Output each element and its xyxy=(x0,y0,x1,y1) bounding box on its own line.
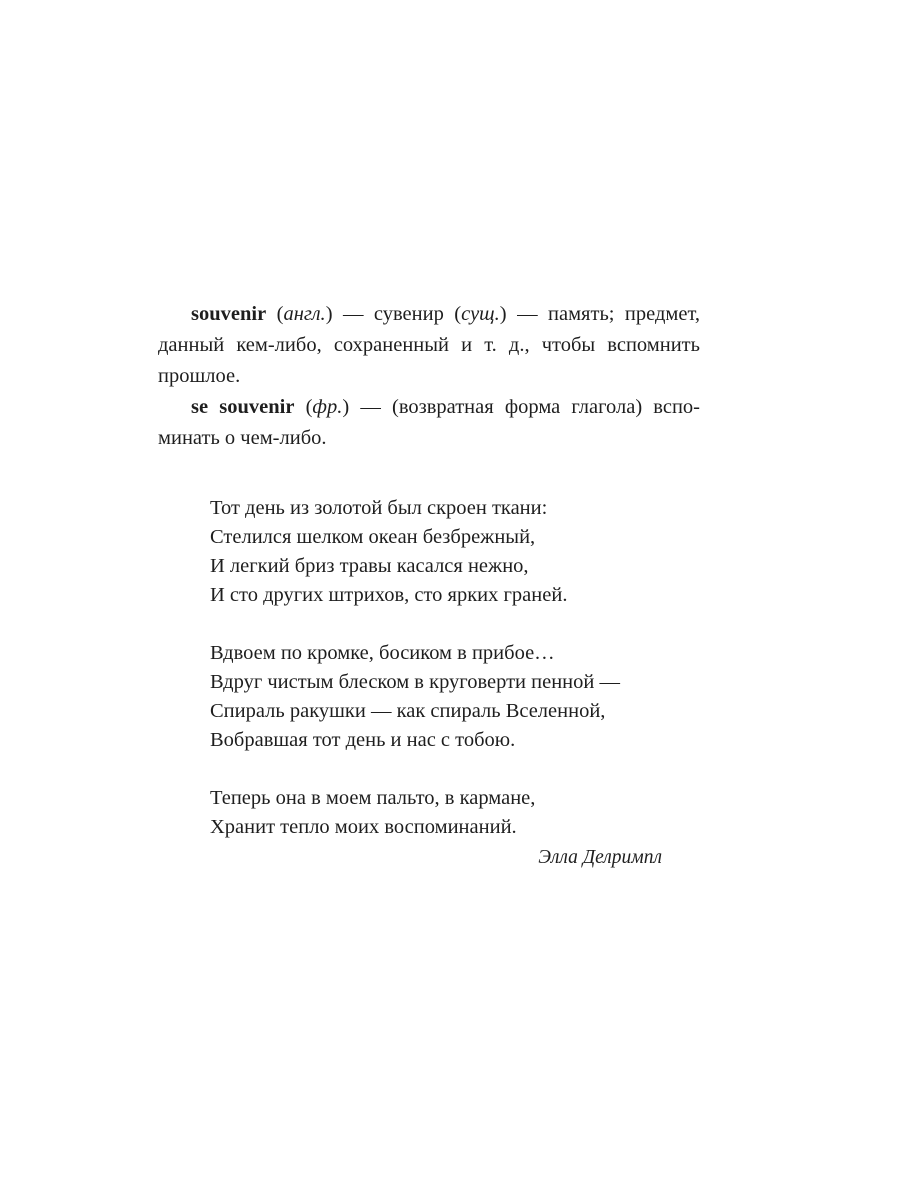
poem-stanza-3 xyxy=(210,784,620,842)
definition-text: (возвратная форма глагола) вспо- xyxy=(392,396,701,418)
lang-abbr: англ. xyxy=(283,303,326,325)
poem-stanza-2 xyxy=(210,639,620,755)
definition-souvenir-line-3: прошлое. xyxy=(158,365,241,387)
translation-word: сувенир xyxy=(373,303,444,325)
term-se-souvenir: se souvenir xyxy=(191,396,295,418)
poem-line: Теперь она в моем пальто, в кармане, xyxy=(210,787,536,809)
poem-line: Стелился шелком океан безбрежный, xyxy=(210,526,536,548)
poem-line: Вобравшая тот день и нас с тобою. xyxy=(210,729,516,751)
lang-abbr: фр. xyxy=(312,396,343,418)
term-souvenir: souvenir xyxy=(191,303,267,325)
part-of-speech-abbr: сущ. xyxy=(461,303,500,325)
poem-line: И сто других штрихов, сто ярких граней. xyxy=(210,584,568,606)
definition-souvenir-line-1: souvenir (англ.) — сувенир (сущ.) — память; предмет, xyxy=(191,303,701,325)
poem-line: Хранит тепло моих воспоминаний. xyxy=(210,816,517,838)
poem-line: И легкий бриз травы касался нежно, xyxy=(210,555,529,577)
poem-author: Элла Делримпл xyxy=(538,847,662,868)
poem-line: Вдвоем по кромке, босиком в прибое… xyxy=(210,642,555,664)
poem-line: Вдруг чистым блеском в круговерти пенной — xyxy=(210,671,620,693)
poem-line: Спираль ракушки — как спираль Вселенной, xyxy=(210,700,606,722)
definition-se-souvenir-line-2: минать о чем-либо. xyxy=(158,427,327,449)
poem xyxy=(210,494,620,871)
poem-stanza-1 xyxy=(210,494,620,610)
poem-line: Тот день из золотой был скроен ткани: xyxy=(210,497,548,519)
definition-souvenir-line-2: данный кем-либо, сохраненный и т. д., чтобы вспомнить xyxy=(158,334,700,356)
definition-text: память; предмет, xyxy=(548,303,701,325)
dictionary-definitions xyxy=(158,299,700,454)
definition-se-souvenir-line-1: se souvenir (фр.) — (возвратная форма глагола) вспо- xyxy=(191,396,701,418)
